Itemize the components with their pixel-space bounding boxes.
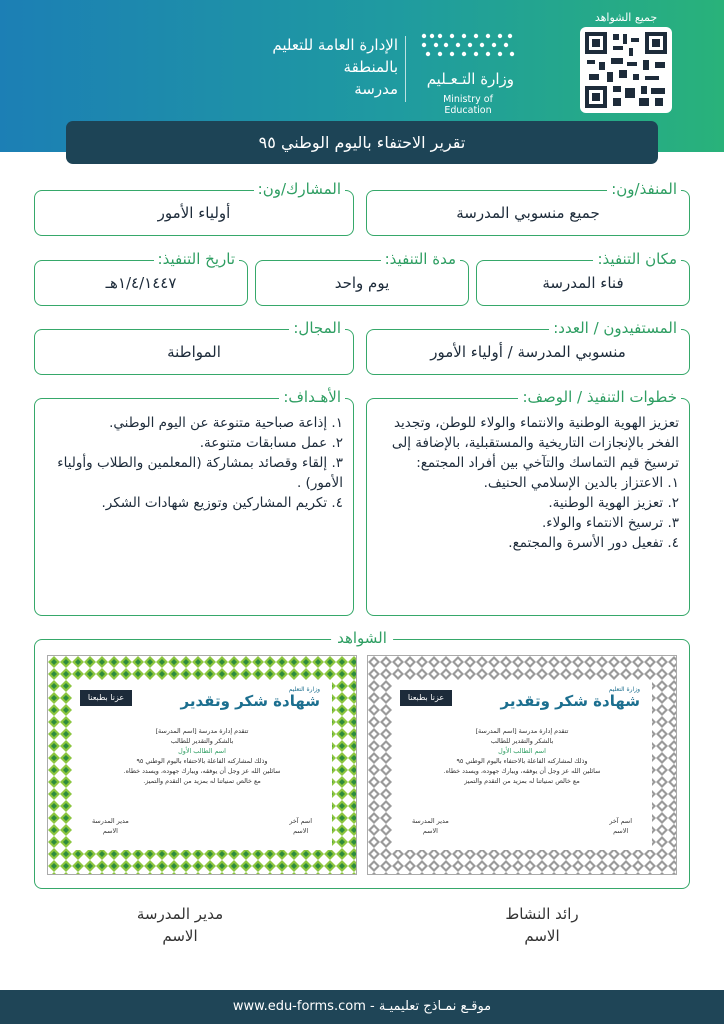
goals-item-2: ٢. عمل مسابقات متنوعة. (199, 435, 343, 451)
signer-principal (100, 903, 260, 947)
certificate-sig-left-title: مدير المدرسة (92, 817, 129, 825)
steps-item-2: ٢. تعزيز الهوية الوطنية. (548, 495, 679, 511)
beneficiaries-label: المستفيدون / العدد: (549, 318, 681, 338)
goals-field (34, 388, 354, 616)
certificate-line-4: سائلين الله عز وجل أن يوفقه، ويبارك جهوده، ويسدد خطاه. (443, 767, 601, 775)
signer-activity-leader (462, 903, 622, 947)
admin-line-1: الإدارة العامة للتعليم (272, 36, 398, 54)
qr-code-icon (585, 32, 667, 108)
qr-label: جميع الشواهد (594, 11, 658, 24)
certificate-right[interactable] (367, 655, 677, 875)
domain-value: المواطنة (167, 343, 221, 361)
steps-item-1: ١. الاعتزاز بالدين الإسلامي الحنيف. (483, 475, 679, 491)
place-value: فناء المدرسة (542, 274, 624, 292)
domain-field (34, 319, 354, 375)
certificate-sig-right (609, 816, 632, 836)
certificate-title: شهادة شكر وتقدير (500, 692, 640, 710)
certificate-body (402, 726, 642, 786)
certificate-line-2: بالشكر والتقدير للطالب (490, 737, 554, 745)
footer-link[interactable]: موقـع نمـاذج تعليميـة - www.edu-forms.com (0, 990, 724, 1024)
goals-item-4: ٤. تكريم المشاركين وتوزيع شهادات الشكر. (101, 495, 343, 511)
evidence-section (34, 629, 690, 889)
certificate-sig-right (289, 816, 312, 836)
steps-field (366, 388, 690, 616)
certificate-ministry: وزارة التعليم (288, 686, 320, 693)
certificate-sig-left (92, 816, 129, 836)
certificate-inner (392, 680, 652, 850)
certificate-badge: عزنا بطبعنا (80, 690, 132, 706)
goals-label: الأهـداف: (279, 387, 345, 407)
participant-label: المشارك/ون: (254, 179, 345, 199)
certificate-ministry: وزارة التعليم (608, 686, 640, 693)
signer-left-title: مدير المدرسة (136, 905, 224, 923)
report-title: تقرير الاحتفاء باليوم الوطني ٩٥ (66, 121, 658, 164)
signer-left-name: الاسم (162, 927, 198, 945)
goals-text (35, 399, 353, 521)
certificate-sig-right-name: الاسم (613, 827, 629, 835)
beneficiaries-field (366, 319, 690, 375)
participant-field (34, 180, 354, 236)
certificate-sig-left-name: الاسم (102, 827, 118, 835)
certificate-sig-left-title: مدير المدرسة (412, 817, 449, 825)
certificate-sig-right-title: اسم آخر (609, 817, 632, 825)
admin-line-2: بالمنطقة (343, 58, 398, 76)
steps-text (367, 399, 689, 561)
executor-label: المنفذ/ون: (607, 179, 681, 199)
certificate-sig-left-name: الاسم (422, 827, 438, 835)
certificate-sig-right-name: الاسم (293, 827, 309, 835)
duration-field (255, 250, 469, 306)
ministry-logo (418, 30, 518, 116)
domain-label: المجال: (289, 318, 345, 338)
signer-right-name: الاسم (524, 927, 560, 945)
steps-intro: تعزيز الهوية الوطنية والانتماء والولاء للوطن، وتجديد الفخر بالإنجازات التاريخية والمستقبلية، بالإضافة إلى ترسيخ قيم التماسك والتآخي بين أفراد المجتمع: (391, 415, 679, 471)
certificate-title: شهادة شكر وتقدير (180, 692, 320, 710)
certificate-sig-right-title: اسم آخر (289, 817, 312, 825)
ministry-name-arabic: وزارة التـعـليم (426, 70, 514, 88)
qr-code[interactable] (580, 27, 672, 113)
certificate-line-4: سائلين الله عز وجل أن يوفقه، ويبارك جهوده، ويسدد خطاه. (123, 767, 281, 775)
participant-value: أولياء الأمور (157, 204, 231, 222)
certificate-body (82, 726, 322, 786)
certificate-line-3: وذلك لمشاركته الفاعلة بالاحتفاء باليوم الوطني ٩٥ (456, 757, 588, 765)
certificate-line-3: وذلك لمشاركته الفاعلة بالاحتفاء باليوم الوطني ٩٥ (136, 757, 268, 765)
date-field (34, 250, 248, 306)
certificate-student: اسم الطالب الأول (178, 747, 226, 755)
goals-item-3: ٣. إلقاء وقصائد بمشاركة (المعلمين والطلاب وأولياء الأمور) . (57, 455, 343, 491)
certificate-line-5: مع خالص تمنياتنا له بمزيد من التقدم والتميز (464, 777, 580, 785)
date-value: ١/٤/١٤٤٧هـ (105, 274, 177, 292)
certificate-line-1: تتقدم إدارة مدرسة [اسم المدرسة] (475, 727, 569, 735)
steps-item-4: ٤. تفعيل دور الأسرة والمجتمع. (508, 535, 679, 551)
certificate-sig-left (412, 816, 449, 836)
duration-label: مدة التنفيذ: (381, 249, 460, 269)
certificate-left[interactable] (47, 655, 357, 875)
ministry-name-english: Ministry of Education (443, 94, 493, 116)
place-label: مكان التنفيذ: (593, 249, 681, 269)
certificate-inner (72, 680, 332, 850)
steps-item-3: ٣. ترسيخ الانتماء والولاء. (542, 515, 679, 531)
executor-field (366, 180, 690, 236)
beneficiaries-value: منسوبي المدرسة / أولياء الأمور (430, 343, 626, 361)
certificate-student: اسم الطالب الأول (498, 747, 546, 755)
goals-item-1: ١. إذاعة صباحية متنوعة عن اليوم الوطني. (109, 415, 343, 431)
certificate-line-5: مع خالص تمنياتنا له بمزيد من التقدم والتميز. (143, 777, 261, 785)
duration-value: يوم واحد (334, 274, 390, 292)
certificate-badge: عزنا بطبعنا (400, 690, 452, 706)
place-field (476, 250, 690, 306)
certificate-line-1: تتقدم إدارة مدرسة [اسم المدرسة] (155, 727, 249, 735)
header-divider (405, 36, 406, 102)
date-label: تاريخ التنفيذ: (154, 249, 239, 269)
administration-block (272, 34, 398, 100)
steps-label: خطوات التنفيذ / الوصف: (518, 387, 681, 407)
signer-right-title: رائد النشاط (505, 905, 579, 923)
executor-value: جميع منسوبي المدرسة (456, 204, 600, 222)
ministry-dots-icon (418, 30, 518, 64)
evidence-label: الشواهد (331, 628, 393, 648)
admin-line-3: مدرسة (354, 80, 398, 98)
certificate-line-2: بالشكر والتقدير للطالب (170, 737, 234, 745)
